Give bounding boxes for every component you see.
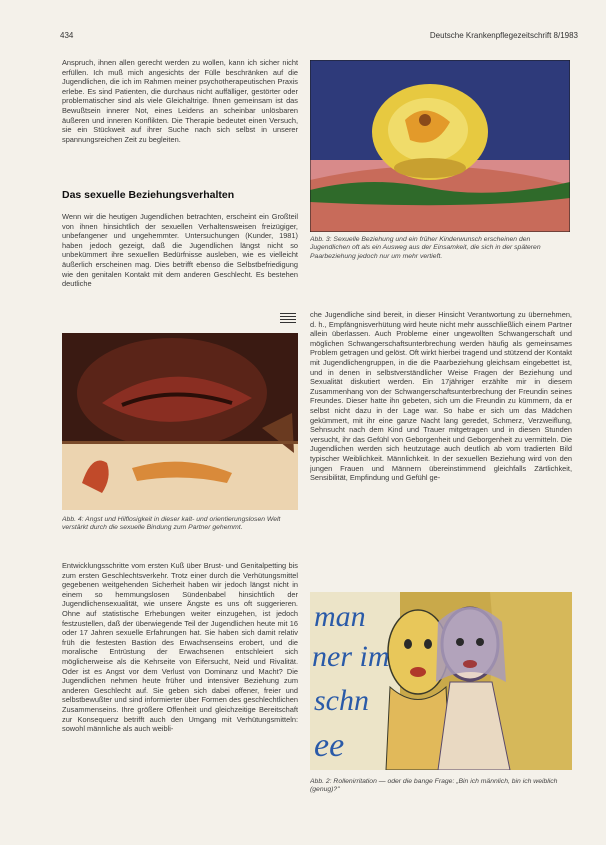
painted-text-line-4: ee <box>314 727 345 764</box>
section-heading: Das sexuelle Beziehungsverhalten <box>62 189 235 201</box>
figure-4-painting <box>62 333 298 510</box>
column-marker <box>280 313 296 325</box>
development-paragraph: Entwicklungsschritte vom ersten Kuß über Brust- und Genitalpetting bis zum ersten Geschlechtsverkehr. Trotz einer durch die Verhütungsmittel gegebenen weitgehenden Sicherheit haben wir jedoch längst nicht in einem so hemmungslosen Sündenbabel hinsichtlich der Jugendlichensexualität, wie unsere Ängste es uns oft suggerieren. Ohne auf statistische Erhebungen weiter einzugehen, ist jedoch festzustellen, daß der überwiegende Teil der Jugendlichen heute mit 16 oder 17 Jahren sexuelle Erfahrungen hat. Sie haben sich damit relativ früh die festesten Bastion des Erwachsenseins erobert, und die moralische Entrüstung der Erwachsenen entschleiert sich möglicherweise als die Kehrseite von Eifersucht, Neid und Rivalität. Oder ist es Angst vor dem Verlust von Dominanz und Macht? Die Jugendlichen nehmen heute früher und intensiver Beziehung zum anderen Geschlecht auf. Sie geben sich dabei offener, freier und selbstbewußter und sind informierter über Formen des geschlechtlichen Zusammenseins. Ihre größere Offenheit und gleichzeitige Bereitschaft zur Konsequenz betrifft auch den Umgang mit Verhütungsmitteln: sowohl männliche als auch weibli- <box>62 561 298 734</box>
painted-text-line-1: man <box>314 600 366 633</box>
page-number: 434 <box>60 31 74 40</box>
figure-3-caption: Abb. 3: Sexuelle Beziehung und ein früher Kinderwunsch erscheinen den Jugendlichen oft als ein Ausweg aus der Einsamkeit, die sich in der späteren Paarbeziehung jedoch nur um mehr vertieft. <box>310 236 541 260</box>
painted-text-line-3: schn <box>314 684 369 717</box>
journal-header: Deutsche Krankenpflegezeitschrift 8/1983 <box>429 31 578 40</box>
responsibility-paragraph: che Jugendliche sind bereit, in dieser Hinsicht Verantwortung zu übernehmen, d. h., Empfängnisverhütung wird heute nicht mehr ausschließlich einem Partner allein überlassen. Auch Probleme einer ungewollten Schwangerschaft und möglichen Schwangerschaftsunterbrechung werden häufig als gemeinsames Problem getragen und gelöst. Oft wirkt hierbei tragend und stützend der Kontakt mit Jugendlichengruppen, in die die Paarbeziehung gleichsam eingebettet ist, und in denen in selbstverständlicher Weise Fragen der Beziehung und Sexualität diskutiert werden. Ein 17jähriger erzählte mir in diesem Zusammenhang von der Schwangerschaftsunterbrechung der Freundin seines Freundes. Dieser hatte ihn gebeten, sich um die Freundin zu kümmern, da er selbst nicht dazu in der Lage war. So habe er sich um das Mädchen gekümmert, mit ihr eine ganze Nacht lang geredet, Schmerz, Verzweiflung, Sehnsucht nach dem Kind und Trauer mitgetragen und in diesen Stunden versucht, ihr das Gefühl von Geborgenheit und Geborgenheit zu vermitteln. Die Jugendlichen werden sich heutzutage auch deutlich ab vom tradierten Bild typischer Weiblichkeit. Männlichkeit. In der sexuellen Beziehung wird von den jungen Frauen und Männern übereinstimmend gleichfalls Zärtlichkeit, Sensibilität, Empfindung und Gefühl ge- <box>310 310 572 483</box>
figure-4-caption: Abb. 4: Angst und Hilflosigkeit in dieser kalt- und orientierungslosen Welt verstärkt durch die sexuelle Bindung zum Partner gehemmt. <box>62 516 281 532</box>
painted-text-line-2: ner im <box>312 640 390 673</box>
sexual-behavior-paragraph: Wenn wir die heutigen Jugendlichen betrachten, erscheint ein Großteil von ihnen hinsichtlich der sexuellen Verhaltensweisen freizügiger, unbefangener und ungehemmter. Untersuchungen (Kunder, 1981) haben jedoch gezeigt, daß die Jugendlichen längst nicht so unbekümmert ihre sexuellen Bedürfnisse ausleben, wie es vielleicht äußerlich erscheinen mag. Dies betrifft ebenso die Selbstbefriedigung wie den genitalen Kontakt mit dem anderen Geschlecht. Es bestehen deutliche <box>62 212 298 289</box>
figure-2-caption: Abb. 2: Rollenirritation — oder die bange Frage: „Bin ich männlich, bin ich weiblich (genug)?" <box>310 778 558 794</box>
figure-3-painting <box>310 60 570 232</box>
intro-paragraph: Anspruch, ihnen allen gerecht werden zu wollen, kann ich sicher nicht erfüllen. Ich muß mich angesichts der Fülle beschränken auf die Jugendlichen, die ich im Rahmen meiner psychotherapeutischen Praxis erlebe. Es sind Patienten, die durchaus nicht auffälliger, gestörter oder problematischer sind als viele Gleichaltrige. Ihnen gemeinsam ist das Bewußtsein innerer Not, eines Leidens an scheinbar unlösbaren äußeren und inneren Konflikten. Die Therapie bedeutet einen Versuch, sie ein Stückweit auf ihrer Suche nach sich selbst in unserer spannungsreichen Zeit zu begleiten. <box>62 58 298 144</box>
figure-2-painting <box>310 592 572 770</box>
